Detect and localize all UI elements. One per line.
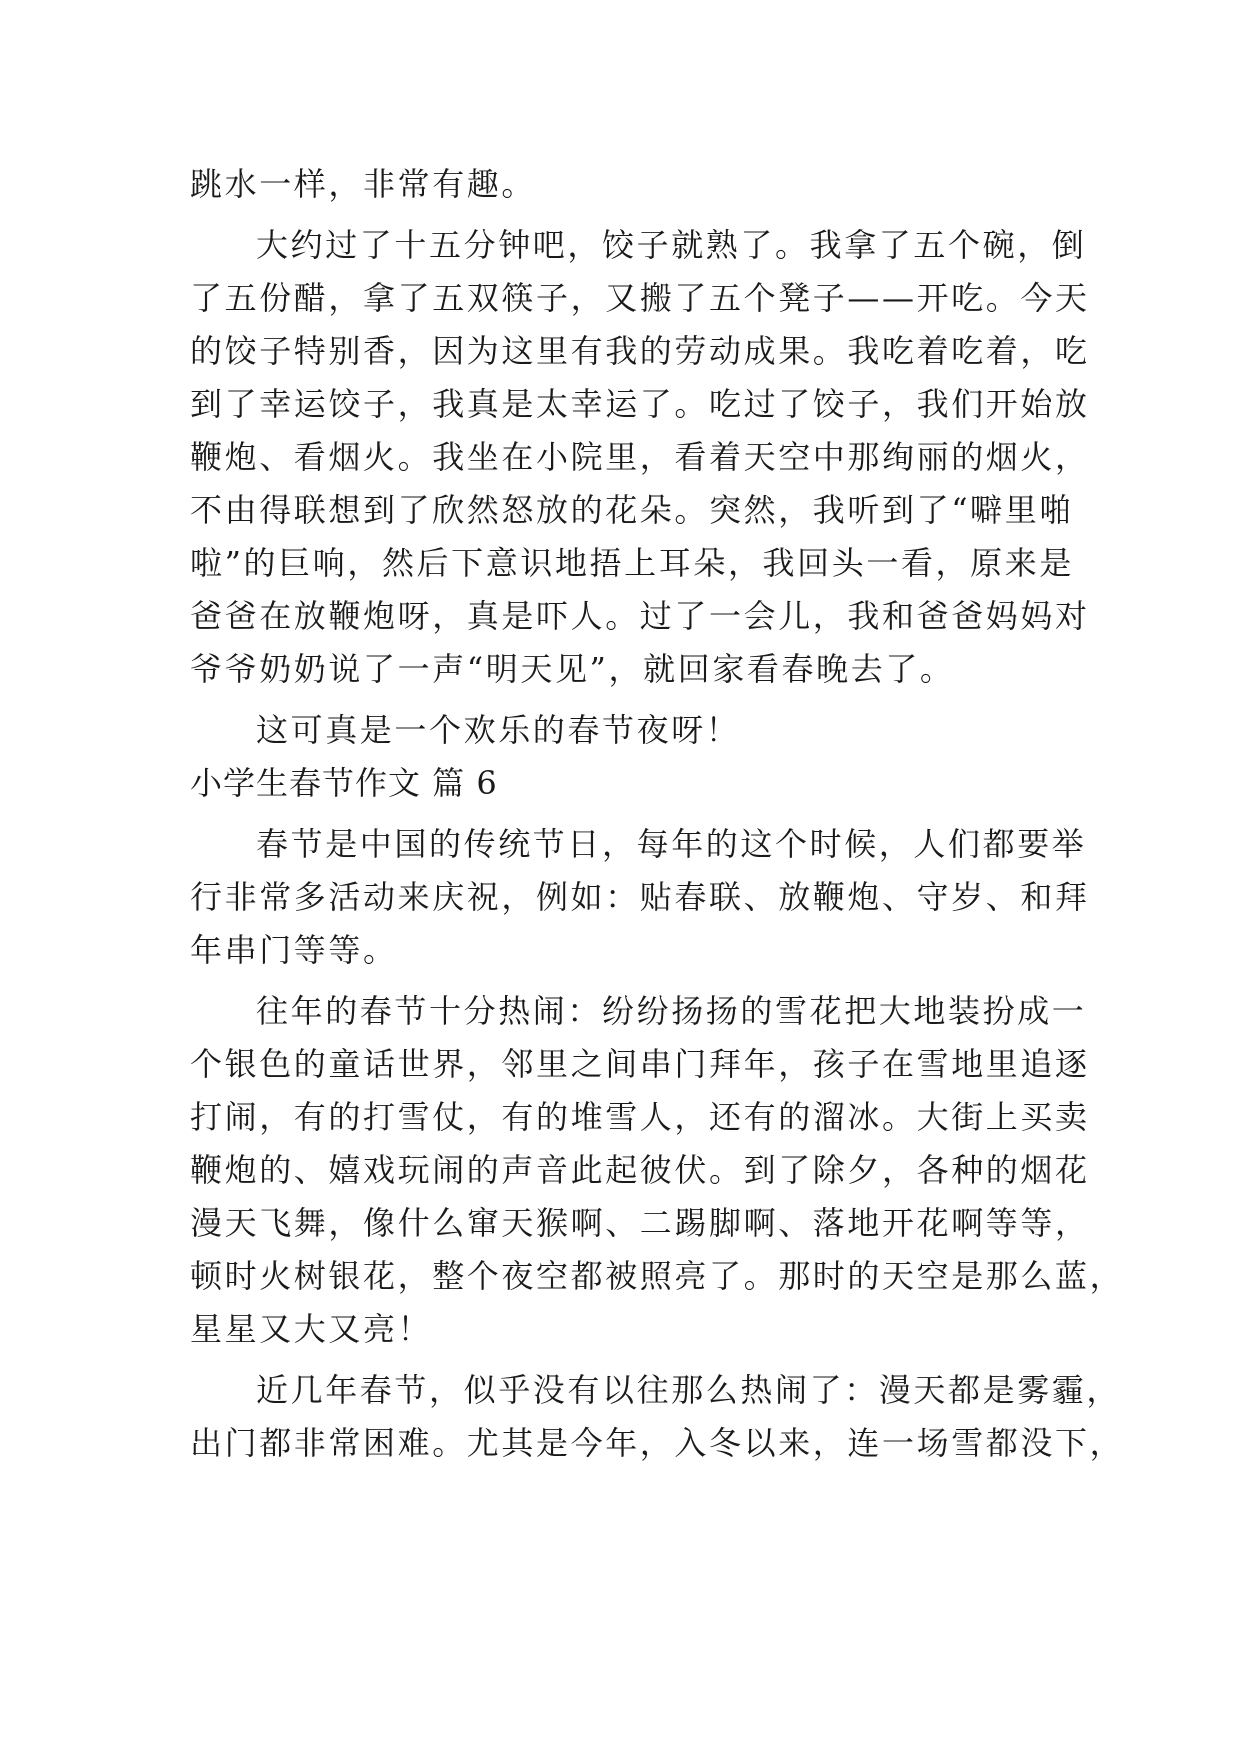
paragraph-line: 星星又大又亮！ [190, 1310, 433, 1348]
paragraph-line: 鞭炮的、嬉戏玩闹的声音此起彼伏。到了除夕，各种的烟花 [190, 1151, 1090, 1189]
paragraph-line: 往年的春节十分热闹：纷纷扬扬的雪花把大地装扮成一 [256, 992, 1087, 1030]
paragraph-line: 漫天飞舞，像什么窜天猴啊、二踢脚啊、落地开花啊等等， [190, 1204, 1090, 1242]
section-heading: 小学生春节作文 篇 6 [190, 764, 498, 802]
paragraph-line: 春节是中国的传统节日，每年的这个时候，人们都要举 [256, 825, 1087, 863]
paragraph-line: 啦”的巨响，然后下意识地捂上耳朵，我回头一看，原来是 [190, 544, 1074, 582]
paragraph-line: 这可真是一个欢乐的春节夜呀！ [256, 711, 741, 749]
paragraph-line: 顿时火树银花，整个夜空都被照亮了。那时的天空是那么蓝， [190, 1257, 1125, 1295]
document-body [190, 158, 1125, 1470]
paragraph-line: 出门都非常困难。尤其是今年，入冬以来，连一场雪都没下， [190, 1424, 1125, 1462]
paragraph-line: 爷爷奶奶说了一声“明天见”，就回家看春晚去了。 [190, 650, 955, 688]
paragraph-line: 鞭炮、看烟火。我坐在小院里，看着天空中那绚丽的烟火， [190, 438, 1090, 476]
paragraph-line: 行非常多活动来庆祝，例如：贴春联、放鞭炮、守岁、和拜 [190, 878, 1090, 916]
paragraph-line: 了五份醋，拿了五双筷子，又搬了五个凳子——开吃。今天 [190, 279, 1090, 317]
paragraph-line: 不由得联想到了欣然怒放的花朵。突然，我听到了“噼里啪 [190, 491, 1074, 529]
paragraph-line: 爸爸在放鞭炮呀，真是吓人。过了一会儿，我和爸爸妈妈对 [190, 597, 1090, 635]
paragraph-line: 个银色的童话世界，邻里之间串门拜年，孩子在雪地里追逐 [190, 1045, 1090, 1083]
paragraph-line: 大约过了十五分钟吧，饺子就熟了。我拿了五个碗，倒 [256, 226, 1087, 264]
paragraph-line: 年串门等等。 [190, 931, 398, 969]
paragraph-line: 跳水一样，非常有趣。 [190, 165, 537, 203]
paragraph-line: 的饺子特别香，因为这里有我的劳动成果。我吃着吃着，吃 [190, 332, 1090, 370]
paragraph-line: 近几年春节，似乎没有以往那么热闹了：漫天都是雾霾， [256, 1371, 1122, 1409]
paragraph-line: 到了幸运饺子，我真是太幸运了。吃过了饺子，我们开始放 [190, 385, 1090, 423]
paragraph-line: 打闹，有的打雪仗，有的堆雪人，还有的溜冰。大街上买卖 [190, 1098, 1090, 1136]
